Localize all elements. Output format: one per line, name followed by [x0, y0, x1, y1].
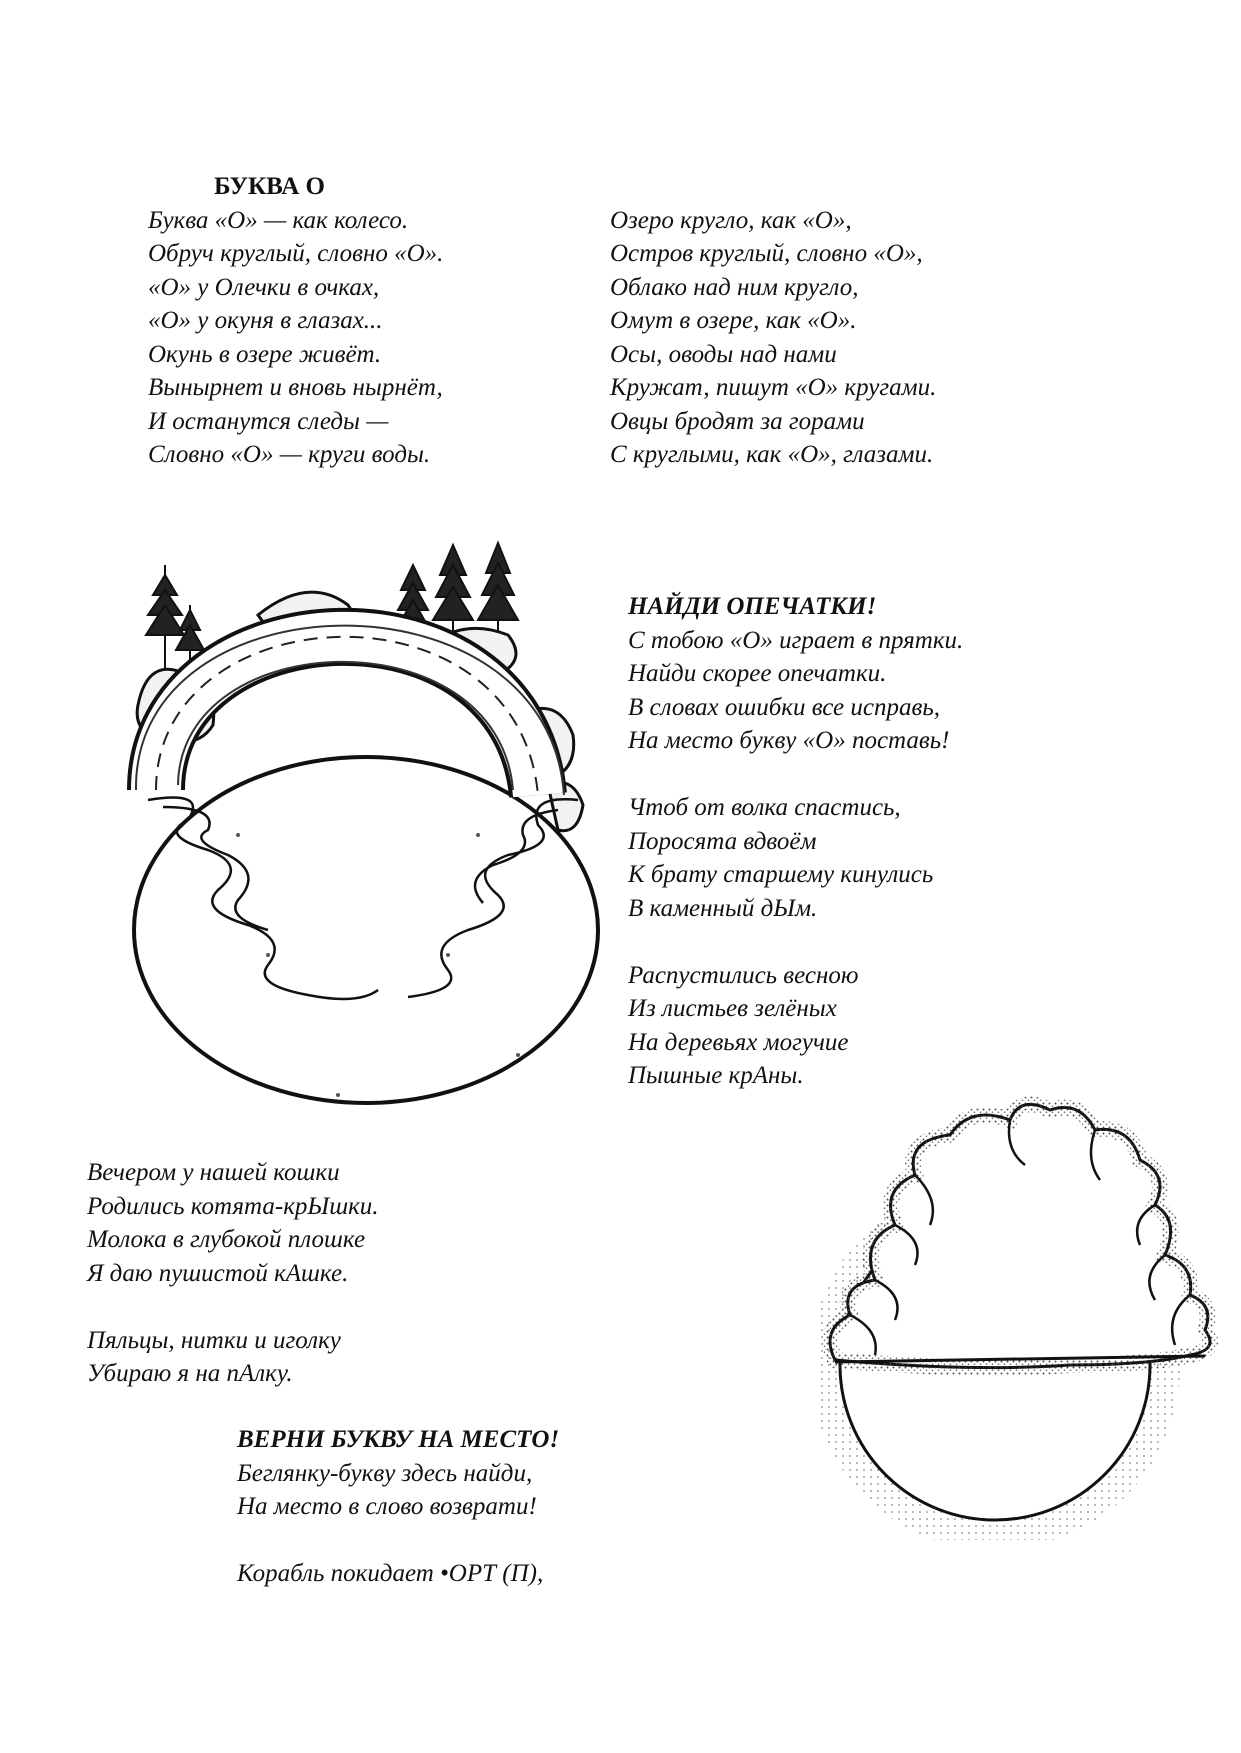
verse-line: Чтоб от волка спастись, [628, 794, 901, 821]
return-letter-section [237, 1423, 559, 1591]
verse-line: Поросята вдвоём [628, 827, 817, 855]
verse-line: Из листьев зелёных [628, 995, 837, 1022]
verse-line: Родились котята-крЫшки. [87, 1192, 379, 1220]
verse-line: Найди скорее опечатки. [628, 660, 887, 687]
verse-line: Убираю я на пАлку. [87, 1360, 293, 1387]
water-reflection [148, 798, 578, 1000]
poem-line: Кружат, пишут «О» кругами. [610, 374, 937, 401]
example-line: Корабль покидает •ОРТ (П), [237, 1560, 544, 1587]
poem-line: Словно «О» — круги воды. [148, 441, 431, 468]
poem-line: «О» у Олечки в очках, [148, 273, 380, 301]
poem-line: Остров круглый, словно «О», [610, 240, 923, 267]
poem-letter-o [148, 170, 443, 472]
typos-stanzas-left [87, 1156, 379, 1391]
cloud-illustration [820, 1090, 1240, 1540]
poem-line: «О» у окуня в глазах... [148, 307, 383, 334]
poem-letter-o-right-column [610, 204, 936, 472]
poem-line: Озеро кругло, как «О», [610, 206, 852, 234]
verse-line: В словах ошибки все исправь, [628, 693, 940, 721]
verse-line: К брату старшему кинулись [628, 861, 934, 888]
verse-line: Молока в глубокой плошке [87, 1226, 366, 1253]
verse-line: Пяльцы, нитки и иголку [87, 1326, 341, 1354]
verse-line: На место в слово возврати! [237, 1493, 537, 1520]
section-title: ВЕРНИ БУКВУ НА МЕСТО! [237, 1426, 560, 1453]
verse-line: Вечером у нашей кошки [87, 1159, 340, 1186]
poem-line: Осы, оводы над нами [610, 340, 837, 368]
poem-line: Буква «О» — как колесо. [148, 206, 409, 234]
poem-line: Омут в озере, как «О». [610, 307, 857, 334]
section-title: НАЙДИ ОПЕЧАТКИ! [628, 593, 877, 620]
verse-line: На деревьях могучие [628, 1028, 849, 1056]
verse-line: С тобою «О» играет в прятки. [628, 626, 964, 654]
poem-line: С круглыми, как «О», глазами. [610, 441, 934, 468]
poem-line: Облако над ним кругло, [610, 273, 859, 301]
lake-island-illustration [118, 535, 638, 1120]
verse-line: В каменный дЫм. [628, 894, 818, 922]
verse-line: Распустились весною [628, 961, 859, 989]
find-typos-section [628, 590, 963, 1093]
poem-line: Окунь в озере живёт. [148, 340, 382, 368]
verse-line: Беглянку-букву здесь найди, [237, 1459, 533, 1487]
verse-line: На место букву «О» поставь! [628, 727, 950, 754]
poem-line: Вынырнет и вновь нырнёт, [148, 374, 443, 401]
poem-title: БУКВА О [214, 173, 325, 200]
verse-line: Я даю пушистой кАшке. [87, 1259, 349, 1287]
poem-line: И останутся следы — [148, 407, 389, 435]
poem-line: Овцы бродят за горами [610, 407, 865, 435]
poem-line: Обруч круглый, словно «О». [148, 240, 444, 267]
verse-line: Пышные крАны. [628, 1062, 804, 1089]
